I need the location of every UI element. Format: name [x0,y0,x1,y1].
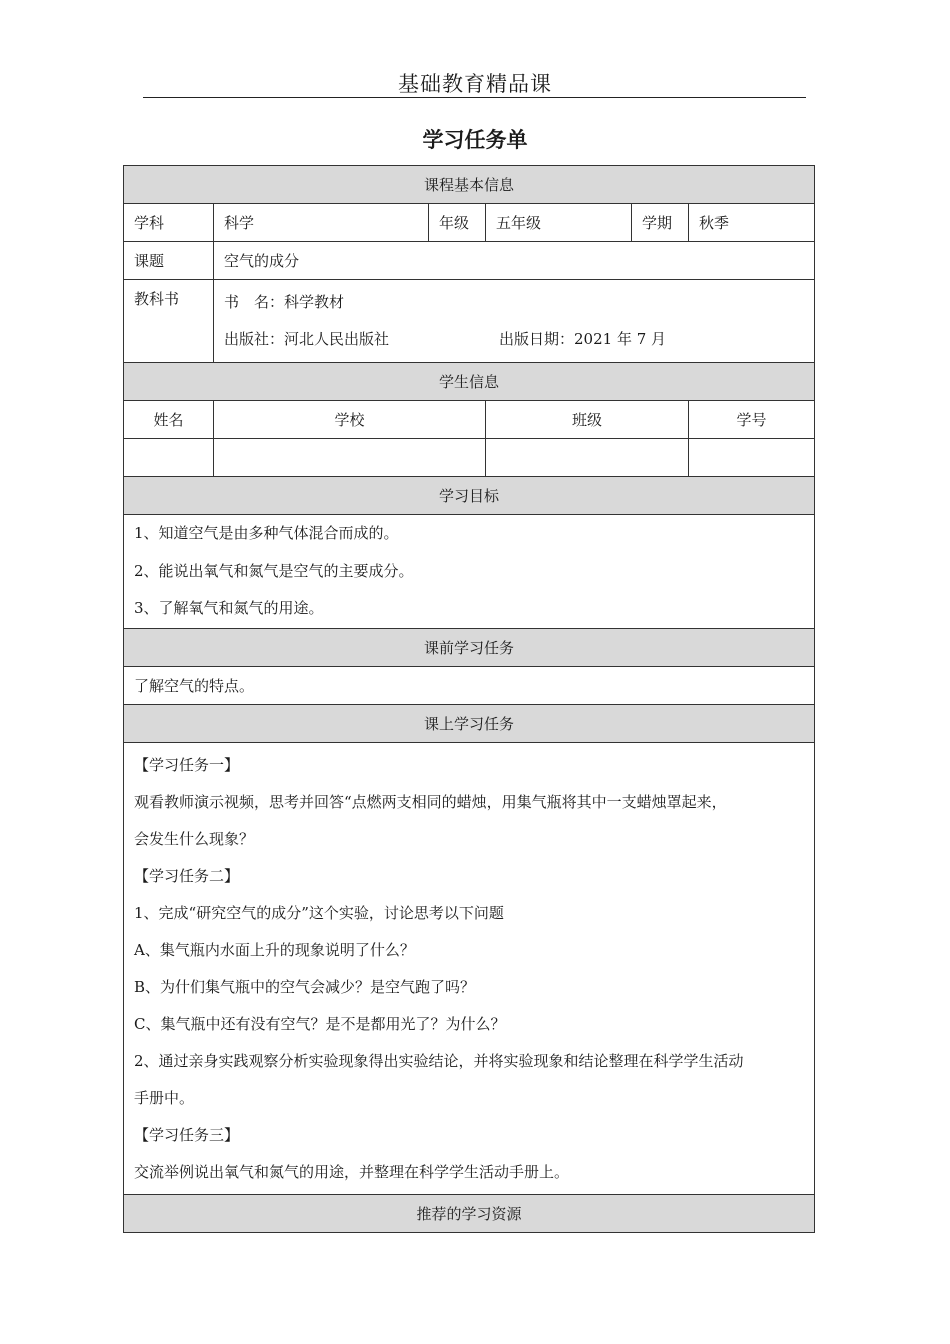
textbook-details [214,280,815,363]
student-info-input-row [124,439,815,477]
in-class-content [124,742,815,1194]
objectives-content [124,515,815,629]
topic-label: 课题 [124,242,214,280]
topic-row [124,242,815,280]
subject-label: 学科 [124,204,214,242]
objectives-row [124,515,815,629]
term-label: 学期 [632,204,689,242]
student-info-heading: 学生信息 [124,363,815,401]
task-line: C、集气瓶中还有没有空气？是不是都用光了？为什么？ [134,1014,506,1033]
page-header-title: 基础教育精品课 [398,72,552,96]
student-info-section-row [124,363,815,401]
book-name: 书 名：科学教材 [224,292,345,311]
subject-row [124,204,815,242]
resources-heading: 推荐的学习资源 [124,1194,815,1232]
in-class-section-row [124,704,815,742]
in-class-row [124,742,815,1194]
school-cell[interactable] [214,439,486,477]
publication-date: 出版日期：2021 年 7 月 [499,330,667,348]
document-title: 学习任务单 [422,127,528,152]
topic-value: 空气的成分 [214,242,815,280]
school-header: 学校 [214,401,486,439]
task-line: A、集气瓶内水面上升的现象说明了什么？ [134,940,415,959]
pre-class-row [124,666,815,704]
task-line: 观看教师演示视频，思考并回答“点燃两支相同的蜡烛，用集气瓶将其中一支蜡烛罩起来， [134,792,727,811]
objective-item: 1、知道空气是由多种气体混合而成的。 [134,524,399,542]
task-line: 1、完成“研究空气的成分”这个实验，讨论思考以下问题 [134,903,504,922]
textbook-row [124,280,815,363]
grade-label: 年级 [429,204,486,242]
publisher: 出版社：河北人民出版社 [224,330,390,348]
class-cell[interactable] [486,439,689,477]
pre-class-section-row [124,628,815,666]
subject-value: 科学 [214,204,429,242]
objective-item: 2、能说出氧气和氮气是空气的主要成分。 [134,561,414,580]
objective-item: 3、了解氧气和氮气的用途。 [134,599,324,617]
pre-class-heading: 课前学习任务 [124,628,815,666]
task-line: 手册中。 [134,1088,195,1107]
class-header: 班级 [486,401,689,439]
course-info-section-row [124,166,815,204]
objectives-heading: 学习目标 [124,477,815,515]
in-class-heading: 课上学习任务 [124,704,815,742]
publisher-line [224,321,804,359]
task-line: 2、通过亲身实践观察分析实验现象得出实验结论，并将实验现象和结论整理在科学学生活动 [134,1051,744,1070]
task-line: 会发生什么现象？ [134,829,255,848]
course-info-heading: 课程基本信息 [124,166,815,204]
header-divider [143,97,806,98]
student-name-header: 姓名 [124,401,214,439]
resources-section-row [124,1194,815,1232]
grade-value: 五年级 [486,204,632,242]
student-name-cell[interactable] [124,439,214,477]
objectives-section-row [124,477,815,515]
student-info-header-row [124,401,815,439]
student-number-cell[interactable] [689,439,815,477]
textbook-label: 教科书 [124,280,214,363]
student-number-header: 学号 [689,401,815,439]
task-one-heading: 【学习任务一】 [134,755,240,774]
task-two-heading: 【学习任务二】 [134,866,240,885]
task-sheet-table [123,165,815,1233]
task-three-heading: 【学习任务三】 [134,1125,240,1144]
term-value: 秋季 [689,204,815,242]
task-line: 交流举例说出氧气和氮气的用途，并整理在科学学生活动手册上。 [134,1162,570,1181]
pre-class-content: 了解空气的特点。 [124,666,815,704]
task-line: B、为什们集气瓶中的空气会减少？是空气跑了吗？ [134,977,476,996]
